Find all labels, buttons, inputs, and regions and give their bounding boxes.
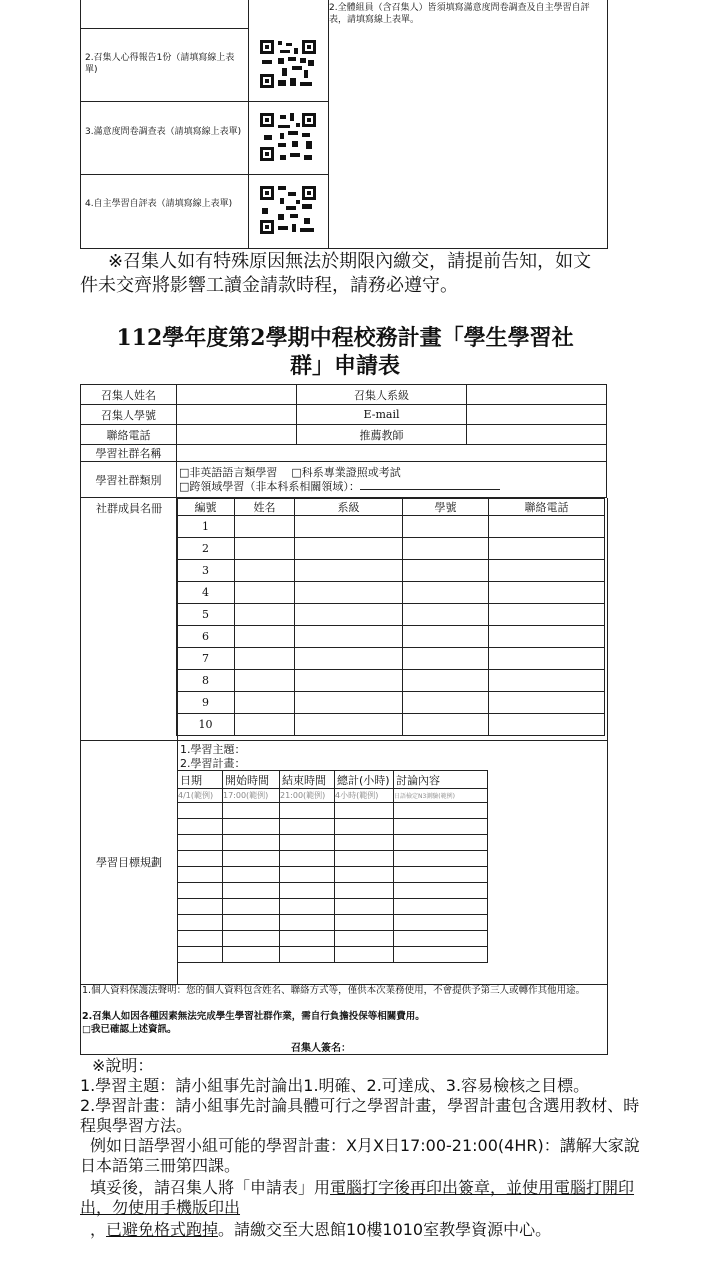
- label-community-name: 學習社群名稱: [81, 445, 177, 462]
- row-number: 9: [177, 692, 235, 714]
- notes-section: [80, 1056, 652, 1240]
- plan-row: [178, 931, 488, 947]
- id-cell[interactable]: [403, 538, 489, 560]
- phone-cell[interactable]: [489, 648, 605, 670]
- phone-cell[interactable]: [489, 692, 605, 714]
- table-row: [177, 670, 605, 692]
- plan-row: [178, 883, 488, 899]
- dept-cell[interactable]: [295, 604, 403, 626]
- name-cell[interactable]: [235, 538, 295, 560]
- qr-code-icon[interactable]: [258, 38, 318, 90]
- plan-header: 日期: [178, 771, 223, 789]
- top-table: [80, 0, 608, 249]
- phone-field[interactable]: [177, 425, 297, 445]
- table-row: [177, 516, 605, 538]
- row-number: 2: [177, 538, 235, 560]
- label-roster: 社群成員名冊: [96, 502, 162, 515]
- title-line-2: 群」申請表: [289, 353, 400, 379]
- dept-cell[interactable]: [295, 648, 403, 670]
- phone-cell[interactable]: [489, 714, 605, 736]
- plan-example-row: [178, 789, 488, 803]
- notice-text: ※召集人如有特殊原因無法於期限內繳交，請提前告知，如文件未交齊將影響工讀金請款時程，請務必遵守。: [80, 251, 592, 296]
- dept-cell[interactable]: [295, 560, 403, 582]
- top-row-label: 2.召集人心得報告1份（請填寫線上表單): [85, 53, 235, 75]
- id-cell[interactable]: [403, 560, 489, 582]
- dept-cell[interactable]: [295, 670, 403, 692]
- row-number: 4: [177, 582, 235, 604]
- id-cell[interactable]: [403, 648, 489, 670]
- roster-header: 系級: [295, 499, 403, 516]
- privacy-section: [80, 984, 608, 1055]
- plan-row: [178, 851, 488, 867]
- table-row: [177, 582, 605, 604]
- id-cell[interactable]: [403, 714, 489, 736]
- convener-dept-field[interactable]: [467, 385, 607, 405]
- table-row: [177, 714, 605, 736]
- phone-cell[interactable]: [489, 560, 605, 582]
- roster-header: 姓名: [235, 499, 295, 516]
- top-row-label: 3.滿意度問卷調查表（請填寫線上表單): [85, 127, 242, 137]
- dept-cell[interactable]: [295, 582, 403, 604]
- label-convener-id: 召集人學號: [81, 405, 177, 425]
- community-type-options: [177, 462, 607, 498]
- phone-cell[interactable]: [489, 604, 605, 626]
- plan-header: 總計(小時): [335, 771, 394, 789]
- note-4: 填妥後，請召集人將「申請表」用電腦打字後再印出簽章，並使用電腦打開印出，勿使用手機版印出: [80, 1178, 635, 1217]
- label-convener-name: 召集人姓名: [81, 385, 177, 405]
- phone-cell[interactable]: [489, 670, 605, 692]
- plan-row: [178, 819, 488, 835]
- note-5-emphasis: 已避免格式跑掉: [106, 1220, 219, 1239]
- confirm-checkbox[interactable]: □我已確認上述資訊。: [82, 1024, 177, 1035]
- row-number: 6: [177, 626, 235, 648]
- id-cell[interactable]: [403, 516, 489, 538]
- example-cell: 4/1(範例): [178, 789, 223, 803]
- dept-cell[interactable]: [295, 626, 403, 648]
- title-line-1: 112學年度第2學期中程校務計畫「學生學習社: [116, 325, 574, 351]
- dept-cell[interactable]: [295, 714, 403, 736]
- row-number: 10: [177, 714, 235, 736]
- example-cell: 日語檢定N3測驗(範例): [394, 789, 488, 803]
- note-3: 例如日語學習小組可能的學習計畫：X月X日17:00-21:00(4HR)：講解大家說日本語第三冊第四課。: [80, 1136, 640, 1175]
- id-cell[interactable]: [403, 626, 489, 648]
- row-number: 1: [177, 516, 235, 538]
- note-5: ，已避免格式跑掉。請繳交至大恩館10樓1010室教學資源中心。: [90, 1220, 552, 1239]
- insurance-statement: 2.召集人如因各種因素無法完成學生學習社群作業，需自行負擔投保等相關費用。: [82, 1011, 425, 1022]
- example-cell: 21:00(範例): [280, 789, 335, 803]
- example-cell: 17:00(範例): [223, 789, 280, 803]
- table-row: [177, 648, 605, 670]
- roster-table: [176, 498, 605, 736]
- label-convener-dept: 召集人系級: [297, 385, 467, 405]
- dept-cell[interactable]: [295, 692, 403, 714]
- top-right-note: 2.全體組員（含召集人）皆須填寫滿意度問卷調查及自主學習自評表，請填寫線上表單。: [329, 3, 590, 25]
- goal-topic[interactable]: 1.學習主題：: [180, 743, 246, 756]
- privacy-statement: 1.個人資料保護法聲明：您的個人資料包含姓名、聯絡方式等，僅供本次業務使用，不會提供予第三人或轉作其他用途。: [82, 985, 586, 996]
- convener-name-field[interactable]: [177, 385, 297, 405]
- phone-cell[interactable]: [489, 538, 605, 560]
- name-cell[interactable]: [235, 560, 295, 582]
- signature-label: 召集人簽名：: [291, 1043, 351, 1054]
- plan-row: [178, 915, 488, 931]
- roster-header: 編號: [177, 499, 235, 516]
- table-row: [177, 626, 605, 648]
- application-form: [80, 384, 607, 498]
- plan-row: [178, 899, 488, 915]
- type-option-interdisciplinary[interactable]: □跨領域學習（非本科系相關領域）：: [179, 479, 360, 493]
- plan-table: [177, 770, 488, 963]
- name-cell[interactable]: [235, 648, 295, 670]
- goal-plan[interactable]: 2.學習計畫：: [180, 757, 246, 770]
- table-row: [177, 692, 605, 714]
- row-number: 7: [177, 648, 235, 670]
- community-name-field[interactable]: [177, 445, 607, 462]
- label-advisor: 推薦教師: [297, 425, 467, 445]
- name-cell[interactable]: [235, 670, 295, 692]
- phone-cell[interactable]: [489, 516, 605, 538]
- qr-code-icon[interactable]: [258, 184, 318, 236]
- plan-header: 結束時間: [280, 771, 335, 789]
- notes-heading: ※說明：: [92, 1056, 154, 1075]
- email-field[interactable]: [467, 405, 607, 425]
- roster-header: 聯絡電話: [489, 499, 605, 516]
- table-row: [177, 538, 605, 560]
- plan-row: [178, 867, 488, 883]
- dept-cell[interactable]: [295, 538, 403, 560]
- row-number: 3: [177, 560, 235, 582]
- label-email: E-mail: [297, 405, 467, 425]
- note-1: 1.學習主題：請小組事先討論出1.明確、2.可達成、3.容易檢核之目標。: [80, 1076, 590, 1095]
- dept-cell[interactable]: [295, 516, 403, 538]
- phone-cell[interactable]: [489, 626, 605, 648]
- id-cell[interactable]: [403, 582, 489, 604]
- label-community-type: 學習社群類別: [81, 462, 177, 498]
- interdisciplinary-blank[interactable]: [360, 489, 500, 490]
- table-row: [177, 560, 605, 582]
- id-cell[interactable]: [403, 604, 489, 626]
- type-option-language[interactable]: □非英語語言類學習: [179, 465, 278, 479]
- plan-row: [178, 803, 488, 819]
- qr-code-icon[interactable]: [258, 111, 318, 163]
- plan-row: [178, 947, 488, 963]
- label-goals: 學習目標規劃: [96, 856, 162, 869]
- phone-cell[interactable]: [489, 582, 605, 604]
- id-cell[interactable]: [403, 692, 489, 714]
- name-cell[interactable]: [235, 714, 295, 736]
- id-cell[interactable]: [403, 670, 489, 692]
- name-cell[interactable]: [235, 626, 295, 648]
- convener-id-field[interactable]: [177, 405, 297, 425]
- name-cell[interactable]: [235, 692, 295, 714]
- type-option-certificate[interactable]: □科系專業證照或考試: [291, 465, 401, 479]
- note-2: 2.學習計畫：請小組事先討論具體可行之學習計畫，學習計畫包含選用教材、時程與學習方法。: [80, 1096, 640, 1135]
- name-cell[interactable]: [235, 604, 295, 626]
- plan-header: 開始時間: [223, 771, 280, 789]
- example-cell: 4小時(範例): [335, 789, 394, 803]
- plan-header: 討論內容: [394, 771, 488, 789]
- row-number: 5: [177, 604, 235, 626]
- note-4-emphasis: 電腦打字後再印出簽章，並使用電腦打開印出，勿使用手機版印出: [80, 1178, 635, 1217]
- plan-row: [178, 835, 488, 851]
- row-number: 8: [177, 670, 235, 692]
- roster-header: 學號: [403, 499, 489, 516]
- page-title: [80, 324, 610, 380]
- name-cell[interactable]: [235, 582, 295, 604]
- advisor-field[interactable]: [467, 425, 607, 445]
- table-row: [177, 604, 605, 626]
- top-row-label: 4.自主學習自評表（請填寫線上表單): [85, 199, 233, 209]
- label-phone: 聯絡電話: [81, 425, 177, 445]
- name-cell[interactable]: [235, 516, 295, 538]
